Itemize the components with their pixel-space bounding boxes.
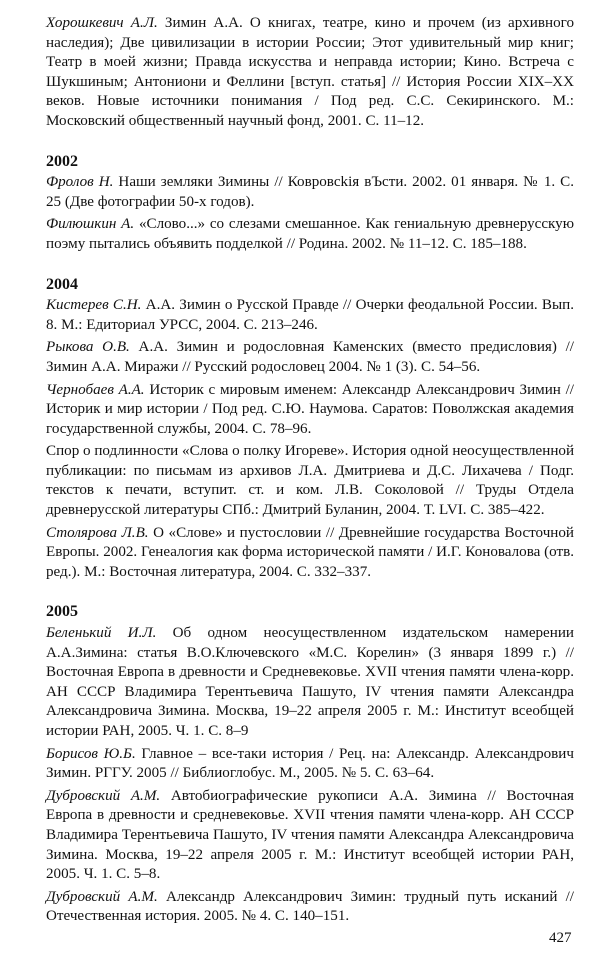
bibliography-entry bbox=[46, 442, 574, 520]
page-number: 427 bbox=[549, 930, 572, 946]
entry-author: Дубровский А.М. bbox=[46, 888, 158, 905]
bibliography-entry bbox=[46, 888, 574, 927]
bibliography-entry bbox=[46, 524, 574, 583]
entry-text: Спор о подлинности «Слова о полку Игореве». История одной неосуществленной публикации: по письмам из архивов Л.А. Дмитриева и Д.С. Лихачева / Подг. текстов к печати, вступит. ст. и ком. Л.В. Соколовой // Труды Отдела древнерусской литературы СПб.: Дмитрий Буланин, 2004. Т. LVI. С. 385–422. bbox=[46, 443, 575, 519]
entry-author: Кистерев С.Н. bbox=[46, 297, 142, 314]
year-section bbox=[46, 275, 574, 583]
entry-author: Фролов Н. bbox=[46, 174, 114, 191]
entry-text: Об одном неосуществленном издательском намерении А.А.Зимина: статья В.О.Ключевского «М.С. Корелин» (3 января 1899 г.) // Восточная Европа в древности и Средневековье. XVII чтения памяти члена-корр. АН СССР Владимира Терентьевича Пашуто, IV чтения памяти Александра Александровича Зимина. Москва, 19–22 апреля 2005 г. М.: Институт всеобщей истории РАН, 2005. Ч. 1. С. 8–9 bbox=[46, 625, 574, 739]
entry-text: Автобиографические рукописи А.А. Зимина // Восточная Европа в древности и средневековье. XVII чтения памяти члена-корр. АН СССР Владимира Терентьевича Пашуто, IV чтения памяти Александра Александровича Зимина. Москва, 19–22 апреля 2005 г. М.: Институт всеобщей истории РАН, 2005. Ч. 1. С. 5–8. bbox=[46, 787, 574, 883]
bibliography-page bbox=[46, 14, 574, 930]
entry-text: Главное – все-таки история / Рец. на: Александр. Александрович Зимин. РГГУ. 2005 // Библиоглобус. М., 2005. № 5. С. 63–64. bbox=[46, 745, 574, 782]
bibliography-entry bbox=[46, 14, 574, 132]
bibliography-entry bbox=[46, 338, 574, 377]
entry-author: Борисов Ю.Б. bbox=[46, 745, 136, 762]
year-heading: 2005 bbox=[46, 603, 78, 621]
entry-text: Александр Александрович Зимин: трудный путь исканий // Отечественная история. 2005. № 4. С. 140–151. bbox=[46, 888, 574, 925]
bibliography-entry bbox=[46, 173, 574, 212]
bibliography-entry bbox=[46, 745, 574, 784]
bibliography-entry bbox=[46, 787, 574, 885]
entry-author: Рыкова О.В. bbox=[46, 339, 130, 356]
year-heading: 2004 bbox=[46, 275, 78, 293]
entry-author: Хорошкевич А.Л. bbox=[46, 15, 158, 31]
entry-text: Наши земляки Зимины // Ковровсkія вЪсти. 2002. 01 января. № 1. С. 25 (Две фотографии 50-х годов). bbox=[46, 174, 574, 210]
bibliography-entry bbox=[46, 381, 574, 440]
entry-author: Дубровский А.М. bbox=[46, 787, 161, 804]
year-section bbox=[46, 152, 574, 255]
year-heading: 2002 bbox=[46, 152, 78, 170]
entry-text: А.А. Зимин о Русской Правде // Очерки феодальной России. Вып. 8. М.: Едиториал УРСС, 2004. С. 213–246. bbox=[46, 297, 574, 333]
bibliography-entry bbox=[46, 624, 574, 742]
entry-author: Чернобаев А.А. bbox=[46, 381, 145, 398]
entry-text: А.А. Зимин и родословная Каменских (вместо предисловия) // Зимин А.А. Миражи // Русский родословец 2004. № 1 (3). С. 54–56. bbox=[46, 339, 574, 375]
entry-author: Беленький И.Л. bbox=[46, 625, 157, 642]
bibliography-entry bbox=[46, 215, 574, 254]
entry-author: Столярова Л.В. bbox=[46, 524, 149, 541]
entry-text: Зимин А.А. О книгах, театре, кино и прочем (из архивного наследия); Две цивилизации в истории России; Этот удивительный мир книг; Театр в моей жизни; Правда искусства и неправда истории; Кино. Встреча с Шукшиным; Антониони и Феллини [вступ. статья] // История России XIX–XX веков. Новые источники понимания / Под ред. С.С. Секиринского. М.: Московский общественный научный фонд, 2001. С. 11–12. bbox=[46, 15, 574, 129]
entry-text: «Слово...» со слезами смешанное. Как гениальную древнерусскую поэму пытались объявить подделкой // Родина. 2002. № 11–12. С. 185–188. bbox=[46, 216, 574, 252]
entry-author: Филюшкин А. bbox=[46, 216, 135, 233]
year-section bbox=[46, 602, 574, 927]
entry-text: Историк с мировым именем: Александр Александрович Зимин // Историк и мир истории / Под ред. С.Ю. Наумова. Саратов: Поволжская академия государственной службы, 2004. С. 78–96. bbox=[46, 381, 574, 437]
bibliography-entry bbox=[46, 296, 574, 335]
entry-text: О «Слове» и пустословии // Древнейшие государства Восточной Европы. 2002. Генеалогия как форма исторической памяти / И.Г. Коновалова (отв. ред.). М.: Восточная литература, 2004. С. 332–337. bbox=[46, 524, 574, 580]
